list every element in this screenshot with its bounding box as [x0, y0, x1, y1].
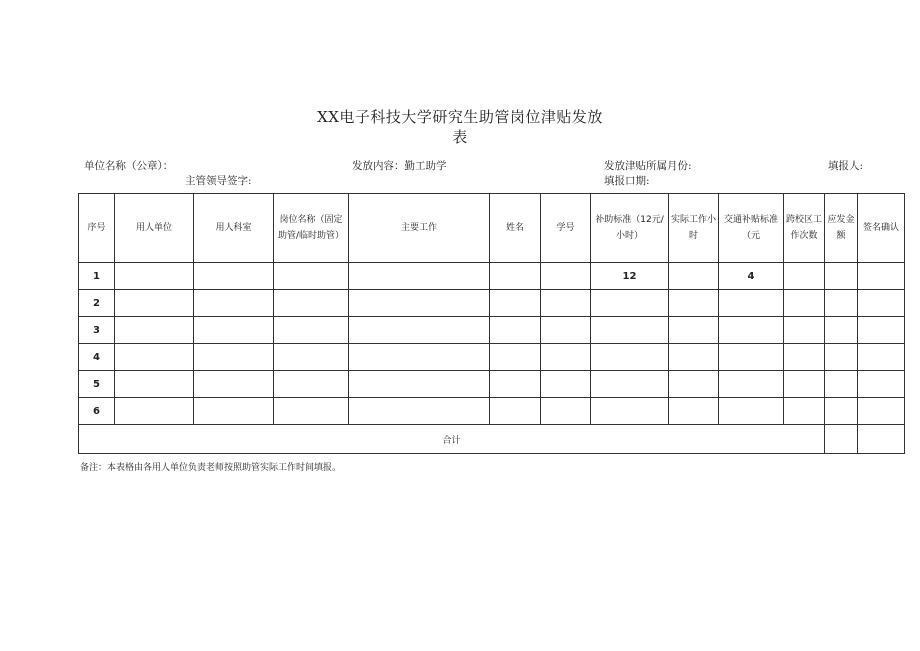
cell-hours[interactable] [669, 263, 719, 290]
cell-transport[interactable] [719, 398, 784, 425]
unit-name-label: 单位名称（公章）： [84, 160, 174, 172]
header-cell-signature: 签名确认 [858, 194, 905, 263]
cell-work[interactable] [349, 290, 490, 317]
header-cell-office: 用人科室 [194, 194, 274, 263]
doc-title-line1: XX电子科技大学研究生助管岗位津贴发放 [317, 108, 603, 126]
cell-student-id[interactable] [541, 290, 591, 317]
header-cell-hours: 实际工作小时 [669, 194, 719, 263]
cell-hours[interactable] [669, 290, 719, 317]
cell-name[interactable] [490, 344, 541, 371]
total-label: 合计 [79, 425, 825, 454]
row-number: 6 [79, 398, 115, 425]
cell-office[interactable] [194, 263, 274, 290]
cell-office[interactable] [194, 398, 274, 425]
cell-office[interactable] [194, 344, 274, 371]
cell-amount[interactable] [825, 290, 858, 317]
cell-amount[interactable] [825, 398, 858, 425]
cell-name[interactable] [490, 317, 541, 344]
table-row [79, 398, 905, 425]
cell-position[interactable] [274, 290, 349, 317]
cell-rate[interactable] [591, 398, 669, 425]
cell-trips[interactable] [784, 371, 825, 398]
cell-work[interactable] [349, 398, 490, 425]
table-row [79, 371, 905, 398]
month-label: 发放津贴所属月份: [604, 160, 692, 172]
cell-work[interactable] [349, 371, 490, 398]
cell-student-id[interactable] [541, 263, 591, 290]
cell-amount[interactable] [825, 371, 858, 398]
cell-transport[interactable] [719, 290, 784, 317]
cell-signature[interactable] [858, 398, 905, 425]
cell-student-id[interactable] [541, 371, 591, 398]
cell-position[interactable] [274, 371, 349, 398]
table-header-row [79, 194, 905, 263]
footnote: 备注：本表格由各用人单位负责老师按照助管实际工作时间填报。 [80, 463, 342, 473]
cell-name[interactable] [490, 398, 541, 425]
cell-position[interactable] [274, 344, 349, 371]
cell-trips[interactable] [784, 398, 825, 425]
table-row [79, 290, 905, 317]
row-number: 2 [79, 290, 115, 317]
table-row [79, 317, 905, 344]
header-cell-transport: 交通补贴标准（元 [719, 194, 784, 263]
cell-rate[interactable] [591, 371, 669, 398]
cell-transport[interactable] [719, 371, 784, 398]
cell-position[interactable] [274, 263, 349, 290]
cell-trips[interactable] [784, 317, 825, 344]
filler-label: 填报人: [828, 160, 864, 172]
fill-date-label: 填报口期: [604, 175, 650, 187]
cell-trips[interactable] [784, 290, 825, 317]
cell-name[interactable] [490, 263, 541, 290]
header-cell-amount: 应发金额 [825, 194, 858, 263]
cell-signature[interactable] [858, 371, 905, 398]
cell-student-id[interactable] [541, 344, 591, 371]
cell-hours[interactable] [669, 398, 719, 425]
cell-office[interactable] [194, 371, 274, 398]
allowance-table [78, 193, 905, 454]
cell-signature[interactable] [858, 263, 905, 290]
cell-office[interactable] [194, 290, 274, 317]
header-cell-work: 主要工作 [349, 194, 490, 263]
table-row [79, 344, 905, 371]
cell-student-id[interactable] [541, 317, 591, 344]
cell-dept[interactable] [115, 344, 194, 371]
total-amount-cell[interactable] [825, 425, 858, 454]
header-cell-position: 岗位名称（固定助管/临时助管） [274, 194, 349, 263]
cell-signature[interactable] [858, 344, 905, 371]
cell-hours[interactable] [669, 344, 719, 371]
cell-dept[interactable] [115, 371, 194, 398]
cell-dept[interactable] [115, 290, 194, 317]
cell-rate[interactable] [591, 290, 669, 317]
doc-title-line2: 表 [452, 128, 468, 146]
cell-dept[interactable] [115, 317, 194, 344]
header-cell-name: 姓名 [490, 194, 541, 263]
cell-name[interactable] [490, 290, 541, 317]
cell-rate[interactable]: 12 [591, 263, 669, 290]
content-label: 发放内容：勤工助学 [352, 160, 447, 172]
cell-amount[interactable] [825, 317, 858, 344]
cell-signature[interactable] [858, 317, 905, 344]
cell-hours[interactable] [669, 371, 719, 398]
row-number: 1 [79, 263, 115, 290]
leader-sign-label: 主管领导签字: [185, 175, 252, 187]
cell-hours[interactable] [669, 317, 719, 344]
cell-student-id[interactable] [541, 398, 591, 425]
cell-position[interactable] [274, 317, 349, 344]
header-cell-trips: 跨校区工作次数 [784, 194, 825, 263]
header-cell-dept: 用人单位 [115, 194, 194, 263]
cell-amount[interactable] [825, 344, 858, 371]
cell-work[interactable] [349, 263, 490, 290]
cell-work[interactable] [349, 344, 490, 371]
table-row [79, 263, 905, 290]
cell-name[interactable] [490, 371, 541, 398]
cell-trips[interactable] [784, 344, 825, 371]
cell-signature[interactable] [858, 290, 905, 317]
cell-position[interactable] [274, 398, 349, 425]
cell-transport[interactable] [719, 317, 784, 344]
total-row [79, 425, 905, 454]
row-number: 5 [79, 371, 115, 398]
cell-transport[interactable] [719, 344, 784, 371]
cell-dept[interactable] [115, 263, 194, 290]
row-number: 4 [79, 344, 115, 371]
cell-rate[interactable] [591, 317, 669, 344]
header-cell-rate: 补助标准（12元/小时） [591, 194, 669, 263]
header-cell-no: 序号 [79, 194, 115, 263]
cell-transport[interactable]: 4 [719, 263, 784, 290]
cell-office[interactable] [194, 317, 274, 344]
header-cell-student-id: 学号 [541, 194, 591, 263]
cell-rate[interactable] [591, 344, 669, 371]
cell-work[interactable] [349, 317, 490, 344]
cell-dept[interactable] [115, 398, 194, 425]
total-signature-cell[interactable] [858, 425, 905, 454]
cell-trips[interactable] [784, 263, 825, 290]
row-number: 3 [79, 317, 115, 344]
cell-amount[interactable] [825, 263, 858, 290]
